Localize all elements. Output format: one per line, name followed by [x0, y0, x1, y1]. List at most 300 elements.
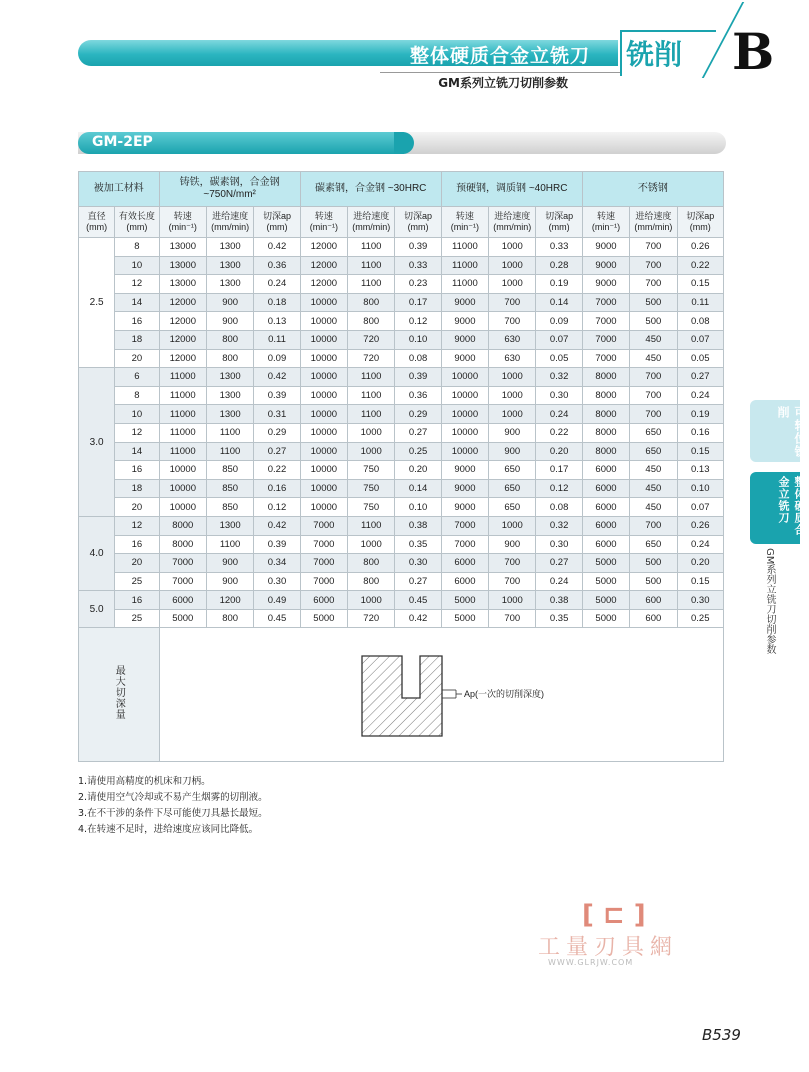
- length-cell: 8: [115, 386, 159, 405]
- value-cell: 600: [630, 609, 677, 628]
- watermark-text: 工量刃具網: [538, 935, 679, 960]
- value-cell: 700: [630, 516, 677, 535]
- value-cell: 1100: [206, 442, 253, 461]
- value-cell: 650: [489, 479, 536, 498]
- value-cell: 700: [489, 554, 536, 573]
- value-cell: 10000: [300, 386, 347, 405]
- depth-header: 切深ap (mm): [395, 207, 441, 238]
- value-cell: 0.18: [254, 293, 300, 312]
- value-cell: 0.36: [395, 386, 441, 405]
- value-cell: 1300: [206, 368, 253, 387]
- length-header: 有效长度 (mm): [115, 207, 159, 238]
- side-tab-indexable[interactable]: [750, 400, 807, 462]
- length-cell: 12: [115, 516, 159, 535]
- value-cell: 700: [630, 238, 677, 257]
- value-cell: 0.25: [395, 442, 441, 461]
- feed-header: 进给速度 (mm/min): [489, 207, 536, 238]
- value-cell: 12000: [159, 330, 206, 349]
- value-cell: 12000: [159, 349, 206, 368]
- value-cell: 900: [206, 554, 253, 573]
- value-cell: 0.29: [395, 405, 441, 424]
- speed-header: 转速 (min⁻¹): [582, 207, 629, 238]
- value-cell: 700: [489, 609, 536, 628]
- length-cell: 20: [115, 554, 159, 573]
- value-cell: 900: [206, 572, 253, 591]
- value-cell: 0.27: [395, 423, 441, 442]
- value-cell: 12000: [159, 312, 206, 331]
- value-cell: 650: [630, 535, 677, 554]
- side-tab-label: 整体硬质合金立铣刀: [777, 476, 806, 536]
- value-cell: 10000: [159, 498, 206, 517]
- value-cell: 11000: [441, 238, 488, 257]
- depth-header: 切深ap (mm): [677, 207, 723, 238]
- value-cell: 1300: [206, 275, 253, 294]
- value-cell: 800: [206, 330, 253, 349]
- value-cell: 1000: [489, 516, 536, 535]
- value-cell: 13000: [159, 238, 206, 257]
- value-cell: 1100: [348, 405, 395, 424]
- value-cell: 5000: [582, 554, 629, 573]
- value-cell: 0.30: [254, 572, 300, 591]
- length-cell: 18: [115, 330, 159, 349]
- value-cell: 1000: [489, 386, 536, 405]
- value-cell: 800: [206, 349, 253, 368]
- table-row: [79, 423, 724, 442]
- value-cell: 600: [630, 591, 677, 610]
- diameter-cell: 3.0: [79, 368, 115, 517]
- value-cell: 750: [348, 498, 395, 517]
- value-cell: 13000: [159, 256, 206, 275]
- value-cell: 0.28: [536, 256, 582, 275]
- page-title: 整体硬质合金立铣刀: [409, 45, 590, 67]
- value-cell: 8000: [582, 442, 629, 461]
- value-cell: 7000: [159, 554, 206, 573]
- group-header: 碳素钢，合金钢 ~30HRC: [300, 172, 441, 207]
- value-cell: 11000: [159, 442, 206, 461]
- value-cell: 7000: [441, 516, 488, 535]
- value-cell: 1100: [348, 386, 395, 405]
- value-cell: 800: [348, 293, 395, 312]
- value-cell: 750: [348, 479, 395, 498]
- value-cell: 0.35: [536, 609, 582, 628]
- value-cell: 8000: [582, 368, 629, 387]
- value-cell: 0.12: [254, 498, 300, 517]
- value-cell: 10000: [300, 405, 347, 424]
- value-cell: 0.10: [395, 330, 441, 349]
- value-cell: 850: [206, 461, 253, 480]
- length-cell: 16: [115, 535, 159, 554]
- value-cell: 0.27: [395, 572, 441, 591]
- value-cell: 11000: [159, 368, 206, 387]
- value-cell: 0.24: [536, 572, 582, 591]
- value-cell: 0.08: [395, 349, 441, 368]
- value-cell: 9000: [441, 498, 488, 517]
- value-cell: 0.34: [254, 554, 300, 573]
- value-cell: 1100: [348, 275, 395, 294]
- length-cell: 20: [115, 349, 159, 368]
- feed-header: 进给速度 (mm/min): [206, 207, 253, 238]
- value-cell: 850: [206, 479, 253, 498]
- speed-header: 转速 (min⁻¹): [300, 207, 347, 238]
- value-cell: 9000: [582, 238, 629, 257]
- value-cell: 0.17: [395, 293, 441, 312]
- value-cell: 700: [630, 405, 677, 424]
- value-cell: 750: [348, 461, 395, 480]
- value-cell: 0.14: [395, 479, 441, 498]
- value-cell: 450: [630, 330, 677, 349]
- value-cell: 0.49: [254, 591, 300, 610]
- value-cell: 10000: [441, 405, 488, 424]
- value-cell: 0.05: [677, 349, 723, 368]
- value-cell: 650: [630, 423, 677, 442]
- value-cell: 11000: [159, 405, 206, 424]
- value-cell: 500: [630, 293, 677, 312]
- ap-label: Ap(一次的切削深度): [463, 689, 544, 700]
- value-cell: 0.24: [536, 405, 582, 424]
- value-cell: 6000: [582, 516, 629, 535]
- speed-header: 转速 (min⁻¹): [159, 207, 206, 238]
- value-cell: 10000: [300, 498, 347, 517]
- value-cell: 8000: [582, 386, 629, 405]
- length-cell: 10: [115, 256, 159, 275]
- value-cell: 1000: [489, 256, 536, 275]
- value-cell: 0.36: [254, 256, 300, 275]
- value-cell: 1100: [206, 423, 253, 442]
- table-row: [79, 535, 724, 554]
- value-cell: 700: [630, 256, 677, 275]
- value-cell: 0.31: [254, 405, 300, 424]
- value-cell: 1000: [348, 423, 395, 442]
- watermark-url: WWW.GLRJW.COM: [548, 958, 634, 967]
- table-row: [79, 368, 724, 387]
- value-cell: 9000: [441, 349, 488, 368]
- value-cell: 9000: [441, 461, 488, 480]
- depth-header: 切深ap (mm): [254, 207, 300, 238]
- value-cell: 10000: [300, 368, 347, 387]
- value-cell: 10000: [300, 349, 347, 368]
- value-cell: 0.29: [254, 423, 300, 442]
- value-cell: 1000: [489, 591, 536, 610]
- value-cell: 0.35: [395, 535, 441, 554]
- value-cell: 1000: [489, 405, 536, 424]
- value-cell: 1300: [206, 238, 253, 257]
- value-cell: 10000: [300, 330, 347, 349]
- length-cell: 12: [115, 423, 159, 442]
- value-cell: 1300: [206, 386, 253, 405]
- value-cell: 900: [489, 442, 536, 461]
- value-cell: 720: [348, 609, 395, 628]
- table-row: [79, 591, 724, 610]
- value-cell: 10000: [441, 368, 488, 387]
- value-cell: 900: [206, 312, 253, 331]
- subtitle-rule: [380, 72, 620, 73]
- value-cell: 5000: [300, 609, 347, 628]
- value-cell: 7000: [582, 293, 629, 312]
- value-cell: 450: [630, 349, 677, 368]
- table-row: [79, 479, 724, 498]
- value-cell: 1300: [206, 405, 253, 424]
- length-cell: 20: [115, 498, 159, 517]
- value-cell: 1000: [348, 442, 395, 461]
- table-row: [79, 405, 724, 424]
- value-cell: 0.45: [254, 609, 300, 628]
- value-cell: 5000: [582, 609, 629, 628]
- notes: [78, 774, 268, 838]
- value-cell: 0.32: [536, 516, 582, 535]
- value-cell: 0.17: [536, 461, 582, 480]
- value-cell: 0.26: [677, 238, 723, 257]
- value-cell: 12000: [159, 293, 206, 312]
- value-cell: 9000: [582, 256, 629, 275]
- value-cell: 0.33: [536, 238, 582, 257]
- value-cell: 9000: [582, 275, 629, 294]
- value-cell: 0.11: [254, 330, 300, 349]
- value-cell: 0.42: [254, 368, 300, 387]
- value-cell: 700: [489, 293, 536, 312]
- value-cell: 0.07: [677, 498, 723, 517]
- material-header: 被加工材料: [79, 172, 160, 207]
- value-cell: 720: [348, 349, 395, 368]
- note-item: 3.在不干涉的条件下尽可能使刀具悬长最短。: [78, 808, 268, 819]
- value-cell: 0.13: [677, 461, 723, 480]
- value-cell: 500: [630, 572, 677, 591]
- value-cell: 0.10: [395, 498, 441, 517]
- value-cell: 0.27: [536, 554, 582, 573]
- value-cell: 0.39: [395, 238, 441, 257]
- table-row: [79, 554, 724, 573]
- length-cell: 10: [115, 405, 159, 424]
- table-row: [79, 256, 724, 275]
- value-cell: 0.09: [536, 312, 582, 331]
- value-cell: 1000: [348, 591, 395, 610]
- value-cell: 10000: [159, 461, 206, 480]
- value-cell: 6000: [441, 572, 488, 591]
- value-cell: 0.15: [677, 442, 723, 461]
- value-cell: 8000: [159, 535, 206, 554]
- page-subtitle: GM系列立铣刀切削参数: [438, 76, 568, 90]
- max-depth-label-cell: [79, 628, 160, 762]
- value-cell: 650: [489, 498, 536, 517]
- value-cell: 900: [489, 423, 536, 442]
- section-title: GM-2EP: [92, 134, 153, 150]
- value-cell: 0.38: [536, 591, 582, 610]
- workpiece-shape: [362, 656, 442, 736]
- length-cell: 14: [115, 442, 159, 461]
- value-cell: 5000: [441, 609, 488, 628]
- value-cell: 11000: [441, 256, 488, 275]
- length-cell: 16: [115, 461, 159, 480]
- watermark-logo-icon: [ ⊏ ]: [582, 900, 646, 930]
- value-cell: 0.19: [536, 275, 582, 294]
- value-cell: 1100: [348, 238, 395, 257]
- value-cell: 0.11: [677, 293, 723, 312]
- value-cell: 0.38: [395, 516, 441, 535]
- value-cell: 800: [348, 312, 395, 331]
- value-cell: 0.20: [536, 442, 582, 461]
- group-header: 铸铁，碳素钢，合金钢 ~750N/mm²: [159, 172, 300, 207]
- diameter-cell: 5.0: [79, 591, 115, 628]
- value-cell: 9000: [441, 312, 488, 331]
- value-cell: 700: [489, 312, 536, 331]
- value-cell: 0.26: [677, 516, 723, 535]
- value-cell: 0.33: [395, 256, 441, 275]
- side-tab-label: 可转位铣削: [776, 406, 807, 458]
- value-cell: 0.13: [254, 312, 300, 331]
- value-cell: 9000: [441, 479, 488, 498]
- value-cell: 10000: [300, 479, 347, 498]
- value-cell: 7000: [300, 535, 347, 554]
- category-label: 铣削: [626, 38, 683, 71]
- table-row: [79, 516, 724, 535]
- table-row: [79, 275, 724, 294]
- value-cell: 9000: [441, 293, 488, 312]
- value-cell: 0.20: [395, 461, 441, 480]
- value-cell: 0.30: [536, 386, 582, 405]
- value-cell: 0.07: [677, 330, 723, 349]
- note-item: 2.请使用空气冷却或不易产生烟雾的切削液。: [78, 792, 268, 803]
- value-cell: 10000: [300, 293, 347, 312]
- value-cell: 0.08: [677, 312, 723, 331]
- value-cell: 6000: [159, 591, 206, 610]
- value-cell: 12000: [300, 238, 347, 257]
- value-cell: 0.15: [677, 572, 723, 591]
- slot-diagram: [160, 628, 726, 756]
- page-number: B539: [702, 1026, 741, 1044]
- length-cell: 25: [115, 572, 159, 591]
- value-cell: 0.25: [677, 609, 723, 628]
- diameter-cell: 2.5: [79, 238, 115, 368]
- feed-header: 进给速度 (mm/min): [348, 207, 395, 238]
- value-cell: 10000: [300, 461, 347, 480]
- side-subtitle: GM系列立铣刀切削参数: [764, 548, 775, 655]
- value-cell: 11000: [159, 423, 206, 442]
- value-cell: 0.32: [536, 368, 582, 387]
- value-cell: 7000: [159, 572, 206, 591]
- diameter-cell: 4.0: [79, 516, 115, 590]
- group-header: 不锈钢: [582, 172, 723, 207]
- length-cell: 6: [115, 368, 159, 387]
- value-cell: 0.12: [536, 479, 582, 498]
- value-cell: 1300: [206, 256, 253, 275]
- value-cell: 10000: [300, 423, 347, 442]
- length-cell: 8: [115, 238, 159, 257]
- value-cell: 700: [489, 572, 536, 591]
- table-row: [79, 330, 724, 349]
- value-cell: 720: [348, 330, 395, 349]
- length-cell: 16: [115, 312, 159, 331]
- value-cell: 10000: [300, 442, 347, 461]
- value-cell: 0.22: [536, 423, 582, 442]
- table-row: [79, 312, 724, 331]
- value-cell: 700: [630, 368, 677, 387]
- value-cell: 0.42: [254, 516, 300, 535]
- value-cell: 0.24: [677, 386, 723, 405]
- value-cell: 8000: [582, 405, 629, 424]
- group-header: 预硬钢，调质钢 ~40HRC: [441, 172, 582, 207]
- value-cell: 900: [489, 535, 536, 554]
- value-cell: 1300: [206, 516, 253, 535]
- speed-header: 转速 (min⁻¹): [441, 207, 488, 238]
- max-depth-diagram-cell: [159, 628, 723, 762]
- table-row: [79, 442, 724, 461]
- value-cell: 7000: [582, 330, 629, 349]
- cutting-parameters-table: [78, 171, 724, 762]
- value-cell: 0.27: [677, 368, 723, 387]
- value-cell: 1000: [489, 238, 536, 257]
- max-depth-label: 最大切深量: [113, 664, 125, 720]
- max-depth-row: [79, 628, 724, 762]
- table-row: [79, 572, 724, 591]
- value-cell: 12000: [300, 256, 347, 275]
- value-cell: 10000: [159, 479, 206, 498]
- value-cell: 0.23: [395, 275, 441, 294]
- length-cell: 18: [115, 479, 159, 498]
- value-cell: 0.39: [254, 535, 300, 554]
- value-cell: 0.30: [536, 535, 582, 554]
- value-cell: 7000: [582, 312, 629, 331]
- value-cell: 1100: [348, 368, 395, 387]
- value-cell: 650: [630, 442, 677, 461]
- value-cell: 0.30: [395, 554, 441, 573]
- value-cell: 800: [348, 554, 395, 573]
- value-cell: 0.20: [677, 554, 723, 573]
- side-tab-solid-carbide[interactable]: [750, 472, 806, 544]
- value-cell: 0.16: [254, 479, 300, 498]
- value-cell: 1000: [489, 368, 536, 387]
- value-cell: 5000: [159, 609, 206, 628]
- value-cell: 0.08: [536, 498, 582, 517]
- table-row: [79, 238, 724, 257]
- value-cell: 6000: [582, 461, 629, 480]
- value-cell: 8000: [582, 423, 629, 442]
- length-cell: 16: [115, 591, 159, 610]
- value-cell: 0.42: [254, 238, 300, 257]
- value-cell: 5000: [441, 591, 488, 610]
- depth-header: 切深ap (mm): [536, 207, 582, 238]
- value-cell: 1000: [489, 275, 536, 294]
- value-cell: 0.19: [677, 405, 723, 424]
- value-cell: 10000: [300, 312, 347, 331]
- value-cell: 6000: [300, 591, 347, 610]
- value-cell: 800: [206, 609, 253, 628]
- value-cell: 10000: [441, 386, 488, 405]
- value-cell: 8000: [159, 516, 206, 535]
- value-cell: 0.22: [254, 461, 300, 480]
- table-row: [79, 293, 724, 312]
- value-cell: 0.24: [254, 275, 300, 294]
- value-cell: 900: [206, 293, 253, 312]
- value-cell: 0.39: [395, 368, 441, 387]
- length-cell: 12: [115, 275, 159, 294]
- feed-header: 进给速度 (mm/min): [630, 207, 677, 238]
- value-cell: 700: [630, 275, 677, 294]
- value-cell: 700: [630, 386, 677, 405]
- value-cell: 0.09: [254, 349, 300, 368]
- value-cell: 7000: [582, 349, 629, 368]
- value-cell: 1100: [348, 256, 395, 275]
- value-cell: 6000: [582, 479, 629, 498]
- value-cell: 7000: [300, 516, 347, 535]
- value-cell: 630: [489, 330, 536, 349]
- value-cell: 0.05: [536, 349, 582, 368]
- value-cell: 500: [630, 554, 677, 573]
- value-cell: 6000: [582, 498, 629, 517]
- value-cell: 0.22: [677, 256, 723, 275]
- value-cell: 1200: [206, 591, 253, 610]
- value-cell: 12000: [300, 275, 347, 294]
- value-cell: 13000: [159, 275, 206, 294]
- table-row: [79, 349, 724, 368]
